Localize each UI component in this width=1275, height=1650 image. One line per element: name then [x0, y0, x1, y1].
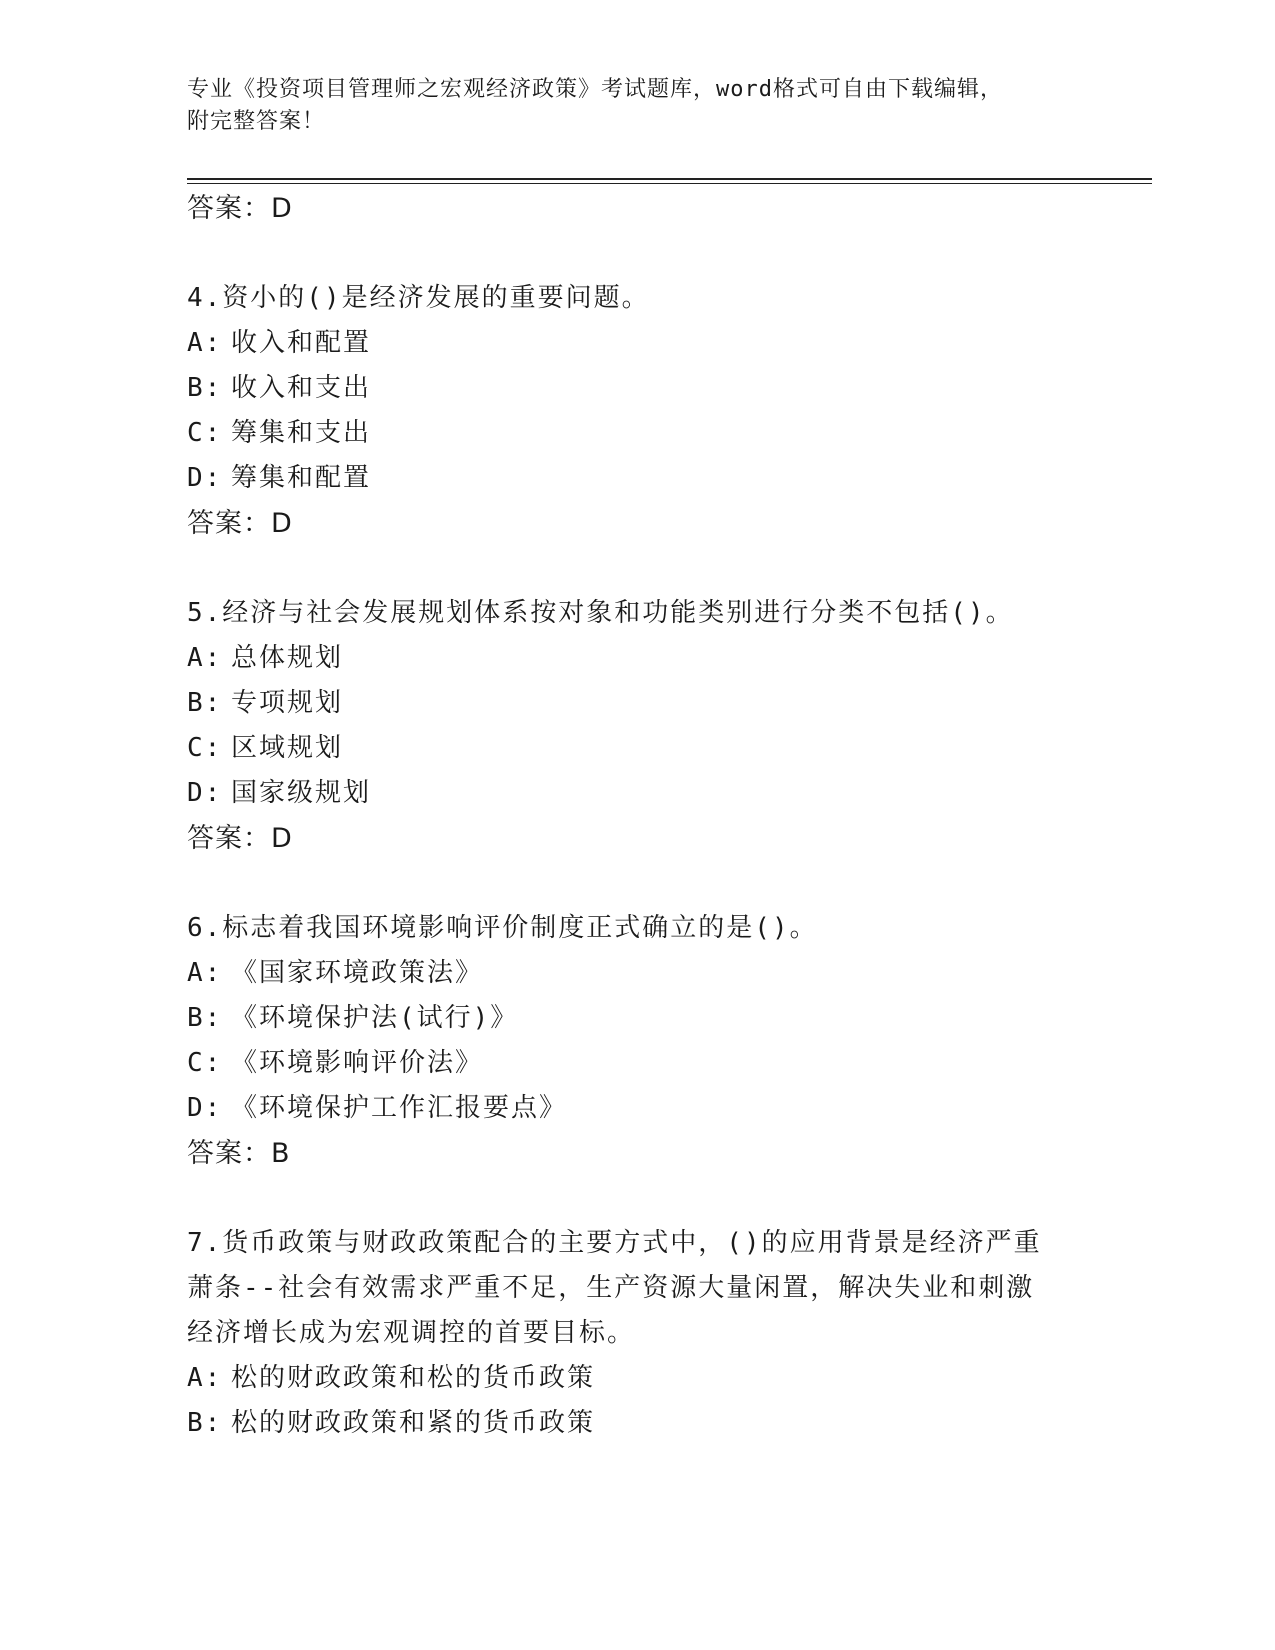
- header-rule-thin: [187, 183, 1152, 184]
- spacer: [187, 861, 1087, 906]
- spacer: [187, 1176, 1087, 1221]
- option-key: A:: [187, 328, 223, 358]
- option-text: 收入和配置: [231, 328, 372, 358]
- option-key: A:: [187, 958, 223, 988]
- answer-3: 答案：D: [187, 193, 293, 224]
- answer-4: 答案：D: [187, 508, 293, 539]
- question-4-text: 4.资小的()是经济发展的重要问题。: [187, 283, 650, 313]
- question-7-option-b: [187, 1401, 1087, 1446]
- question-block-7: [187, 1221, 1087, 1446]
- header-line-2: 附完整答案！: [187, 109, 326, 134]
- question-6-option-a: [187, 951, 1087, 996]
- document-header: [187, 74, 1087, 138]
- question-5-option-b: [187, 681, 1087, 726]
- option-text: 收入和支出: [231, 373, 372, 403]
- option-text: 松的财政政策和紧的货币政策: [231, 1408, 596, 1438]
- option-text: 总体规划: [231, 643, 344, 673]
- question-5-option-c: [187, 726, 1087, 771]
- option-key: B:: [187, 1408, 223, 1438]
- option-key: D:: [187, 778, 223, 808]
- option-text: 《国家环境政策法》: [231, 958, 484, 988]
- option-key: D:: [187, 463, 223, 493]
- option-text: 国家级规划: [231, 778, 372, 808]
- question-7-text-line-2: 萧条--社会有效需求严重不足，生产资源大量闲置，解决失业和刺激: [187, 1273, 1035, 1303]
- question-5-option-d: [187, 771, 1087, 816]
- option-text: 《环境影响评价法》: [231, 1048, 484, 1078]
- option-key: B:: [187, 373, 223, 403]
- question-block-4: [187, 276, 1087, 546]
- option-key: C:: [187, 733, 223, 763]
- spacer: [187, 231, 1087, 276]
- option-key: C:: [187, 418, 223, 448]
- answer-5: 答案：D: [187, 823, 293, 854]
- option-text: 专项规划: [231, 688, 344, 718]
- option-key: D:: [187, 1093, 223, 1123]
- question-7-text-line-1: 7.货币政策与财政政策配合的主要方式中，()的应用背景是经济严重: [187, 1228, 1042, 1258]
- option-text: 松的财政政策和松的货币政策: [231, 1363, 596, 1393]
- option-key: C:: [187, 1048, 223, 1078]
- option-key: B:: [187, 688, 223, 718]
- question-5-text: 5.经济与社会发展规划体系按对象和功能类别进行分类不包括()。: [187, 598, 1014, 628]
- question-6-text: 6.标志着我国环境影响评价制度正式确立的是()。: [187, 913, 818, 943]
- option-text: 《环境保护法(试行)》: [231, 1003, 519, 1033]
- question-4-option-b: [187, 366, 1087, 411]
- option-key: A:: [187, 1363, 223, 1393]
- question-block-5: [187, 591, 1087, 861]
- question-4-option-a: [187, 321, 1087, 366]
- option-text: 筹集和配置: [231, 463, 372, 493]
- option-text: 筹集和支出: [231, 418, 372, 448]
- answer-6: 答案：B: [187, 1138, 291, 1169]
- question-6-option-c: [187, 1041, 1087, 1086]
- question-block-6: [187, 906, 1087, 1176]
- question-5-option-a: [187, 636, 1087, 681]
- document-body: [187, 186, 1087, 1446]
- question-7-text-line-3: 经济增长成为宏观调控的首要目标。: [187, 1318, 636, 1348]
- header-rule-thick: [187, 178, 1152, 180]
- spacer: [187, 546, 1087, 591]
- option-text: 《环境保护工作汇报要点》: [231, 1093, 568, 1123]
- option-key: A:: [187, 643, 223, 673]
- option-text: 区域规划: [231, 733, 344, 763]
- header-line-1: 专业《投资项目管理师之宏观经济政策》考试题库，word格式可自由下载编辑，: [187, 77, 1003, 102]
- option-key: B:: [187, 1003, 223, 1033]
- question-7-option-a: [187, 1356, 1087, 1401]
- question-4-option-c: [187, 411, 1087, 456]
- question-6-option-d: [187, 1086, 1087, 1131]
- question-4-option-d: [187, 456, 1087, 501]
- question-6-option-b: [187, 996, 1087, 1041]
